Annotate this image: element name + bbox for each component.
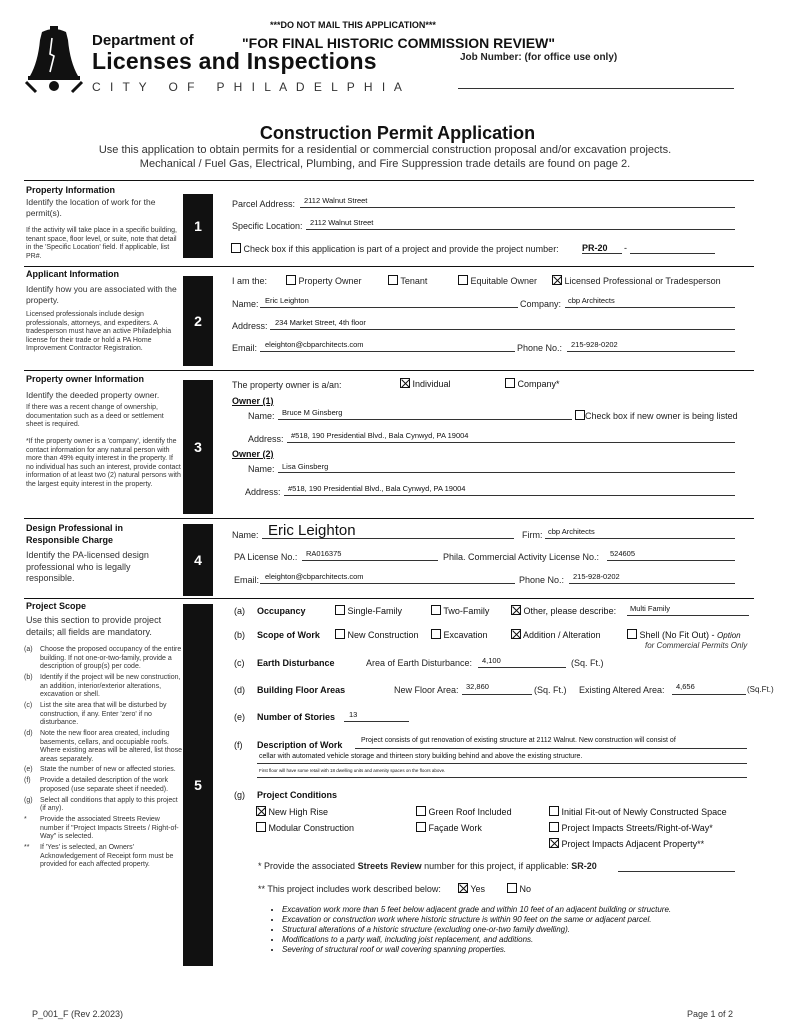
- pa-license-value: RA016375: [306, 549, 342, 558]
- parcel-address-value: 2112 Walnut Street: [304, 196, 368, 205]
- description-line3: First floor will have some retail with 18 dwelling units and amenity spaces on the floors above.: [259, 768, 446, 773]
- opt-licensed-label: Licensed Professional or Tradesperson: [564, 276, 721, 286]
- facade-label: Façade Work: [428, 823, 482, 833]
- section3-note2: *If the property owner is a 'company', identify the contact information for any natural person with more than 49% equity interest in the property. If no individual has such an interest, provide contact information of at least two (2) natural persons with the largest equity interest in the property.: [26, 438, 181, 488]
- occ-two[interactable]: [431, 605, 489, 616]
- description-line1: Project consists of gut renovation of existing structure at 2112 Walnut. New construction will consist of: [361, 737, 676, 744]
- shell-label: Shell (No Fit Out) -: [639, 630, 715, 640]
- adjacent-yes[interactable]: [458, 883, 485, 894]
- design-firm-value: cbp Architects: [548, 527, 595, 536]
- new-floor-area-field[interactable]: [462, 694, 532, 695]
- new-construction-label: New Construction: [347, 630, 419, 640]
- opt-owner[interactable]: [286, 275, 362, 286]
- applicant-phone-field[interactable]: [567, 351, 735, 352]
- description-line2: cellar with automated vehicle storage and thirteen story building behind and above the existing structure.: [259, 753, 583, 760]
- project-checkbox[interactable]: [231, 243, 241, 253]
- description-line1-field[interactable]: [355, 748, 747, 749]
- two-family-checkbox[interactable]: [431, 605, 441, 615]
- earth-disturbance-label: Earth Disturbance: [257, 658, 335, 668]
- pa-license-field[interactable]: [302, 560, 438, 561]
- scope-new[interactable]: [335, 629, 419, 640]
- green-roof-label: Green Roof Included: [428, 807, 512, 817]
- earth-area-field[interactable]: [478, 667, 566, 668]
- c-key: (c): [234, 658, 245, 668]
- page-title: Construction Permit Application: [259, 123, 536, 143]
- final-review-notice: "FOR FINAL HISTORIC COMMISSION REVIEW": [242, 35, 555, 51]
- streets-checkbox[interactable]: [549, 822, 559, 832]
- do-not-mail-notice: ***DO NOT MAIL THIS APPLICATION***: [270, 20, 436, 30]
- other-occupancy-label: Other, please describe:: [523, 606, 617, 616]
- opt-owner-label: Property Owner: [298, 276, 362, 286]
- scope-shell[interactable]: [627, 629, 741, 640]
- scope-note-text: Note the new floor area created, including basements, cellars, and occupiable roofs. Where existing areas will be altered, list those areas separately.: [40, 729, 183, 763]
- owner2-name-label: Name:: [248, 464, 275, 474]
- project-number-dash: -: [624, 243, 627, 253]
- subtitle-line2: Mechanical / Fuel Gas, Electrical, Plumbing, and Fire Suppression trade details are found on page 2.: [139, 158, 631, 170]
- owner2-name-value: Lisa Ginsberg: [282, 462, 329, 471]
- design-email-field[interactable]: [260, 583, 515, 584]
- section3-heading: Property owner Information: [26, 374, 145, 384]
- scope-note: [24, 766, 182, 775]
- section5-notes: [24, 646, 182, 872]
- scope-note-key: (c): [24, 701, 33, 709]
- adjacent-work-item: • Structural alterations of a historic structure (excluding one-or-two family dwelling).: [282, 925, 742, 935]
- scope-note-text: Provide the associated Streets Review number if "Project Impacts Streets / Right-of-Way" is selected.: [40, 816, 179, 841]
- scope-note-key: (e): [24, 766, 33, 774]
- scope-note: [24, 674, 182, 700]
- opt-individual[interactable]: [400, 378, 451, 389]
- adjacent-yes-checkbox[interactable]: [458, 883, 468, 893]
- adjacent-work-item: • Excavation or construction work where historic structure is within 90 feet on the same or adjacent parcel.: [282, 915, 742, 925]
- f-key: (f): [234, 740, 243, 750]
- owner2-address-field[interactable]: [284, 495, 735, 496]
- scope-note-text: Identify if the project will be new construction, an addition, interior/exterior alterations, excavation or shell.: [40, 673, 181, 699]
- scope-note-text: State the number of new or affected stories.: [40, 766, 176, 774]
- owner-checkbox[interactable]: [286, 275, 296, 285]
- liberty-bell-logo-icon: [24, 26, 84, 94]
- adjacent-no-label: No: [519, 884, 532, 894]
- scope-note-text: If 'Yes' is selected, an Owners' Acknowledgement of Receipt form must be provided for each affected property.: [40, 843, 174, 869]
- design-email-label: Email:: [234, 575, 260, 585]
- owner2-address-value: #518, 190 Presidential Blvd., Bala Cynwyd, PA 19004: [288, 484, 466, 493]
- applicant-phone-value: 215-928-0202: [571, 340, 618, 349]
- owner1-address-label: Address:: [248, 434, 284, 444]
- section4-desc: Identify the PA-licensed design professional who is legally responsible.: [26, 550, 149, 583]
- design-phone-value: 215-928-0202: [573, 572, 620, 581]
- shell-option: Option: [717, 631, 741, 640]
- project-checkbox-label: Check box if this application is part of a project and provide the project number:: [243, 244, 559, 254]
- cond-adjacent[interactable]: [549, 838, 704, 849]
- job-number-label: Job Number: (for office use only): [460, 52, 618, 63]
- new-construction-checkbox[interactable]: [335, 629, 345, 639]
- e-key: (e): [234, 712, 245, 722]
- dept-line1: Department of: [92, 32, 194, 49]
- scope-note: [24, 702, 182, 728]
- scope-note-text: Choose the proposed occupancy of the entire building. If not one-or-two-family, provide a description of group(s) per code.: [40, 646, 182, 671]
- occupancy-label: Occupancy: [257, 606, 306, 616]
- initial-fitout-label: Initial Fit-out of Newly Constructed Space: [561, 807, 727, 817]
- design-phone-field[interactable]: [569, 583, 735, 584]
- section-divider: [24, 180, 754, 181]
- section-divider: [24, 370, 754, 371]
- earth-area-label: Area of Earth Disturbance:: [366, 658, 473, 668]
- stories-value: 13: [349, 710, 358, 719]
- owner1-name-value: Bruce M Ginsberg: [282, 408, 343, 417]
- two-family-label: Two-Family: [443, 606, 490, 616]
- section-divider: [24, 518, 754, 519]
- opt-individual-label: Individual: [412, 379, 451, 389]
- adjacent-work-item: • Severing of structural roof or wall covering spanning properties.: [282, 945, 742, 955]
- cond-facade[interactable]: [416, 822, 482, 833]
- single-family-label: Single-Family: [347, 606, 403, 616]
- scope-note-key: (g): [24, 796, 33, 804]
- specific-location-label: Specific Location:: [232, 221, 303, 231]
- occ-single[interactable]: [335, 605, 402, 616]
- owner-is-label: The property owner is a/an:: [232, 380, 342, 390]
- section3-desc: Identify the deeded property owner.: [26, 390, 160, 400]
- facade-checkbox[interactable]: [416, 822, 426, 832]
- scope-note: [24, 816, 182, 842]
- scope-note-text: Select all conditions that apply to this project (if any).: [40, 796, 178, 813]
- pa-license-label: PA License No.:: [234, 552, 298, 562]
- parcel-address-field[interactable]: [300, 207, 735, 208]
- adjacent-checkbox[interactable]: [549, 838, 559, 848]
- cond-streets[interactable]: [549, 822, 713, 833]
- occ-other[interactable]: [511, 605, 616, 616]
- altered-area-unit: (Sq.Ft.): [747, 685, 774, 694]
- project-number-field[interactable]: [582, 243, 622, 254]
- job-number-field[interactable]: [458, 88, 734, 89]
- design-firm-field[interactable]: [545, 538, 735, 539]
- floor-areas-label: Building Floor Areas: [257, 685, 346, 695]
- a-key: (a): [234, 606, 245, 616]
- streets-review-field[interactable]: [618, 871, 735, 872]
- adjacent-label: Project Impacts Adjacent Property**: [561, 839, 705, 849]
- streets-review-row: [258, 861, 597, 871]
- specific-location-value: 2112 Walnut Street: [310, 218, 374, 227]
- parcel-address-label: Parcel Address:: [232, 199, 296, 209]
- adjacent-work-item: • Excavation work more than 5 feet below adjacent grade and within 10 feet of an adjacent building or structure.: [282, 905, 742, 915]
- applicant-address-field[interactable]: [270, 329, 735, 330]
- owner1-address-field[interactable]: [287, 442, 735, 443]
- b-key: (b): [234, 630, 245, 640]
- section2-heading: Applicant Information: [26, 269, 119, 279]
- section1-heading: Property Information: [26, 185, 116, 195]
- applicant-address-label: Address:: [232, 321, 268, 331]
- initial-fitout-checkbox[interactable]: [549, 806, 559, 816]
- owner2-heading: Owner (2): [232, 449, 274, 459]
- licensed-checkbox[interactable]: [552, 275, 562, 285]
- scope-excavation[interactable]: [431, 629, 488, 640]
- subtitle-line1: Use this application to obtain permits for a residential or commercial construction proposal and/or excavation projects.: [98, 144, 672, 156]
- project-number-suffix-field[interactable]: [630, 253, 715, 254]
- dept-line2: Licenses and Inspections: [92, 48, 377, 74]
- applicant-company-label: Company:: [520, 299, 562, 309]
- scope-note: [24, 844, 182, 870]
- design-name-label: Name:: [232, 530, 259, 540]
- cond-new-high-rise[interactable]: [256, 806, 328, 817]
- altered-area-value: 4,656: [676, 682, 695, 691]
- stories-field[interactable]: [344, 721, 409, 722]
- scope-note-key: (a): [24, 646, 33, 653]
- applicant-name-field[interactable]: [260, 307, 518, 308]
- design-email-value: eleighton@cbparchitects.com: [265, 572, 364, 581]
- company-checkbox[interactable]: [505, 378, 515, 388]
- section4-number: 4: [183, 524, 213, 596]
- applicant-email-value: eleighton@cbparchitects.com: [265, 340, 364, 349]
- applicant-email-label: Email:: [232, 343, 258, 353]
- section1-desc: Identify the location of work for the permit(s).: [26, 197, 156, 218]
- design-firm-label: Firm:: [522, 530, 543, 540]
- design-name-value: Eric Leighton: [268, 522, 356, 539]
- applicant-email-field[interactable]: [260, 351, 515, 352]
- new-owner-row[interactable]: [575, 410, 738, 421]
- specific-location-field[interactable]: [306, 229, 735, 230]
- section2-number: 2: [183, 276, 213, 366]
- design-phone-label: Phone No.:: [519, 575, 565, 585]
- section5-heading: Project Scope: [26, 601, 87, 611]
- section5-desc: Use this section to provide project details; all fields are mandatory.: [26, 615, 162, 637]
- altered-area-field[interactable]: [672, 694, 746, 695]
- opt-tenant-label: Tenant: [400, 276, 428, 286]
- streets-review-post: number for this project, if applicable:: [424, 861, 569, 871]
- addition-alteration-label: Addition / Alteration: [523, 630, 601, 640]
- modular-label: Modular Construction: [268, 823, 355, 833]
- opt-tenant[interactable]: [388, 275, 427, 286]
- owner2-address-label: Address:: [245, 487, 281, 497]
- scope-note-text: Provide a detailed description of the work proposed (use separate sheet if needed).: [40, 777, 169, 793]
- section1-number: 1: [183, 194, 213, 258]
- commercial-license-value: 524605: [610, 549, 636, 558]
- tenant-checkbox[interactable]: [388, 275, 398, 285]
- opt-licensed[interactable]: [552, 275, 721, 286]
- section-divider: [24, 598, 754, 599]
- scope-note: [24, 777, 182, 794]
- shell-checkbox[interactable]: [627, 629, 637, 639]
- scope-note-key: *: [24, 816, 27, 823]
- modular-checkbox[interactable]: [256, 822, 266, 832]
- cond-modular[interactable]: [256, 822, 354, 833]
- green-roof-checkbox[interactable]: [416, 806, 426, 816]
- new-owner-label: Check box if new owner is being listed: [585, 411, 738, 421]
- single-family-checkbox[interactable]: [335, 605, 345, 615]
- section-divider: [24, 266, 754, 267]
- scope-note-key: (f): [24, 777, 31, 785]
- owner2-name-field[interactable]: [278, 472, 735, 473]
- commercial-license-label: Phila. Commercial Activity License No.:: [443, 552, 600, 562]
- project-number-value: PR-20: [582, 243, 608, 253]
- section3-note1: If there was a recent change of ownership, documentation such as a deed or settlement sheet is required.: [26, 404, 164, 428]
- opt-company-label: Company*: [517, 379, 560, 389]
- d-key: (d): [234, 685, 245, 695]
- excavation-label: Excavation: [443, 630, 488, 640]
- scope-note: [24, 646, 182, 672]
- opt-equitable[interactable]: [458, 275, 537, 286]
- streets-review-pre: * Provide the associated: [258, 861, 356, 871]
- conditions-label: Project Conditions: [257, 790, 338, 800]
- cond-green-roof[interactable]: [416, 806, 512, 817]
- earth-area-value: 4,100: [482, 656, 501, 665]
- altered-area-label: Existing Altered Area:: [579, 685, 665, 695]
- adjacent-yes-label: Yes: [470, 884, 486, 894]
- owner1-name-field[interactable]: [278, 419, 572, 420]
- scope-note-key: (d): [24, 729, 33, 737]
- streets-review-bold: Streets Review: [357, 861, 422, 871]
- owner1-heading: Owner (1): [232, 396, 274, 406]
- form-id: P_001_F (Rev 2.2023): [32, 1009, 124, 1019]
- owner1-name-label: Name:: [248, 411, 275, 421]
- scope-note: [24, 730, 182, 764]
- addition-alteration-checkbox[interactable]: [511, 629, 521, 639]
- other-occupancy-checkbox[interactable]: [511, 605, 521, 615]
- opt-company[interactable]: [505, 378, 560, 389]
- streets-review-value: SR-20: [571, 861, 597, 871]
- scope-note: [24, 797, 182, 814]
- section4-heading: Design Professional in Responsible Charge: [26, 523, 124, 545]
- section1-note: If the activity will take place in a specific building, tenant space, floor level, or suite, note that detail in the 'Specific Location' field. If applicable, list PR#.: [26, 227, 177, 260]
- applicant-company-field[interactable]: [565, 307, 735, 308]
- scope-note-key: (b): [24, 673, 33, 681]
- description-line2-field[interactable]: [257, 763, 747, 764]
- section2-note: Licensed professionals include design professionals, attorneys, and expediters. A tradesperson must have an active Philadelphia license for their trade or hold a PA Home Improvement Contractor Registration.: [26, 311, 172, 352]
- equitable-checkbox[interactable]: [458, 275, 468, 285]
- description-label: Description of Work: [257, 740, 343, 750]
- applicant-address-value: 234 Market Street, 4th floor: [275, 318, 366, 327]
- new-owner-checkbox[interactable]: [575, 410, 585, 420]
- scope-addition[interactable]: [511, 629, 601, 640]
- section5-number: 5: [183, 604, 213, 966]
- other-occupancy-value: Multi Family: [630, 604, 671, 613]
- owner1-address-value: #518, 190 Presidential Blvd., Bala Cynwyd, PA 19004: [291, 431, 469, 440]
- new-high-rise-checkbox[interactable]: [256, 806, 266, 816]
- adjacent-no-checkbox[interactable]: [507, 883, 517, 893]
- adjacent-no[interactable]: [507, 883, 531, 894]
- adjacent-question: ** This project includes work described below:: [258, 884, 441, 894]
- other-occupancy-field[interactable]: [627, 615, 749, 616]
- new-high-rise-label: New High Rise: [268, 807, 329, 817]
- page-number: Page 1 of 2: [687, 1009, 734, 1019]
- scope-note-text: List the site area that will be disturbed by construction, if any. Enter 'zero' if no disturbance.: [40, 701, 167, 727]
- new-floor-area-label: New Floor Area:: [394, 685, 459, 695]
- description-line3-field[interactable]: [257, 777, 747, 778]
- project-number-row: [231, 243, 559, 254]
- scope-note-key: **: [24, 843, 30, 851]
- g-key: (g): [234, 790, 245, 800]
- applicant-name-value: Eric Leighton: [265, 296, 309, 305]
- iam-label: I am the:: [232, 276, 268, 286]
- section2-desc: Identify how you are associated with the property.: [26, 284, 177, 305]
- city-line: C I T Y O F P H I L A D E L P H I A: [92, 80, 405, 94]
- new-floor-area-unit: (Sq. Ft.): [534, 685, 567, 695]
- scope-label: Scope of Work: [257, 630, 320, 640]
- earth-area-unit: (Sq. Ft.): [571, 658, 604, 668]
- streets-label: Project Impacts Streets/Right-of-Way*: [561, 823, 713, 833]
- adjacent-work-list: [282, 905, 742, 955]
- opt-equitable-label: Equitable Owner: [470, 276, 538, 286]
- section3-number: 3: [183, 380, 213, 514]
- excavation-checkbox[interactable]: [431, 629, 441, 639]
- shell-option-note: for Commercial Permits Only: [645, 641, 748, 650]
- applicant-phone-label: Phone No.:: [517, 343, 563, 353]
- commercial-license-field[interactable]: [607, 560, 735, 561]
- applicant-name-label: Name:: [232, 299, 259, 309]
- new-floor-area-value: 32,860: [466, 682, 489, 691]
- applicant-company-value: cbp Architects: [568, 296, 615, 305]
- adjacent-work-item: • Modifications to a party wall, including joist replacement, and additions.: [282, 935, 742, 945]
- cond-initial-fitout[interactable]: [549, 806, 727, 817]
- stories-label: Number of Stories: [257, 712, 336, 722]
- individual-checkbox[interactable]: [400, 378, 410, 388]
